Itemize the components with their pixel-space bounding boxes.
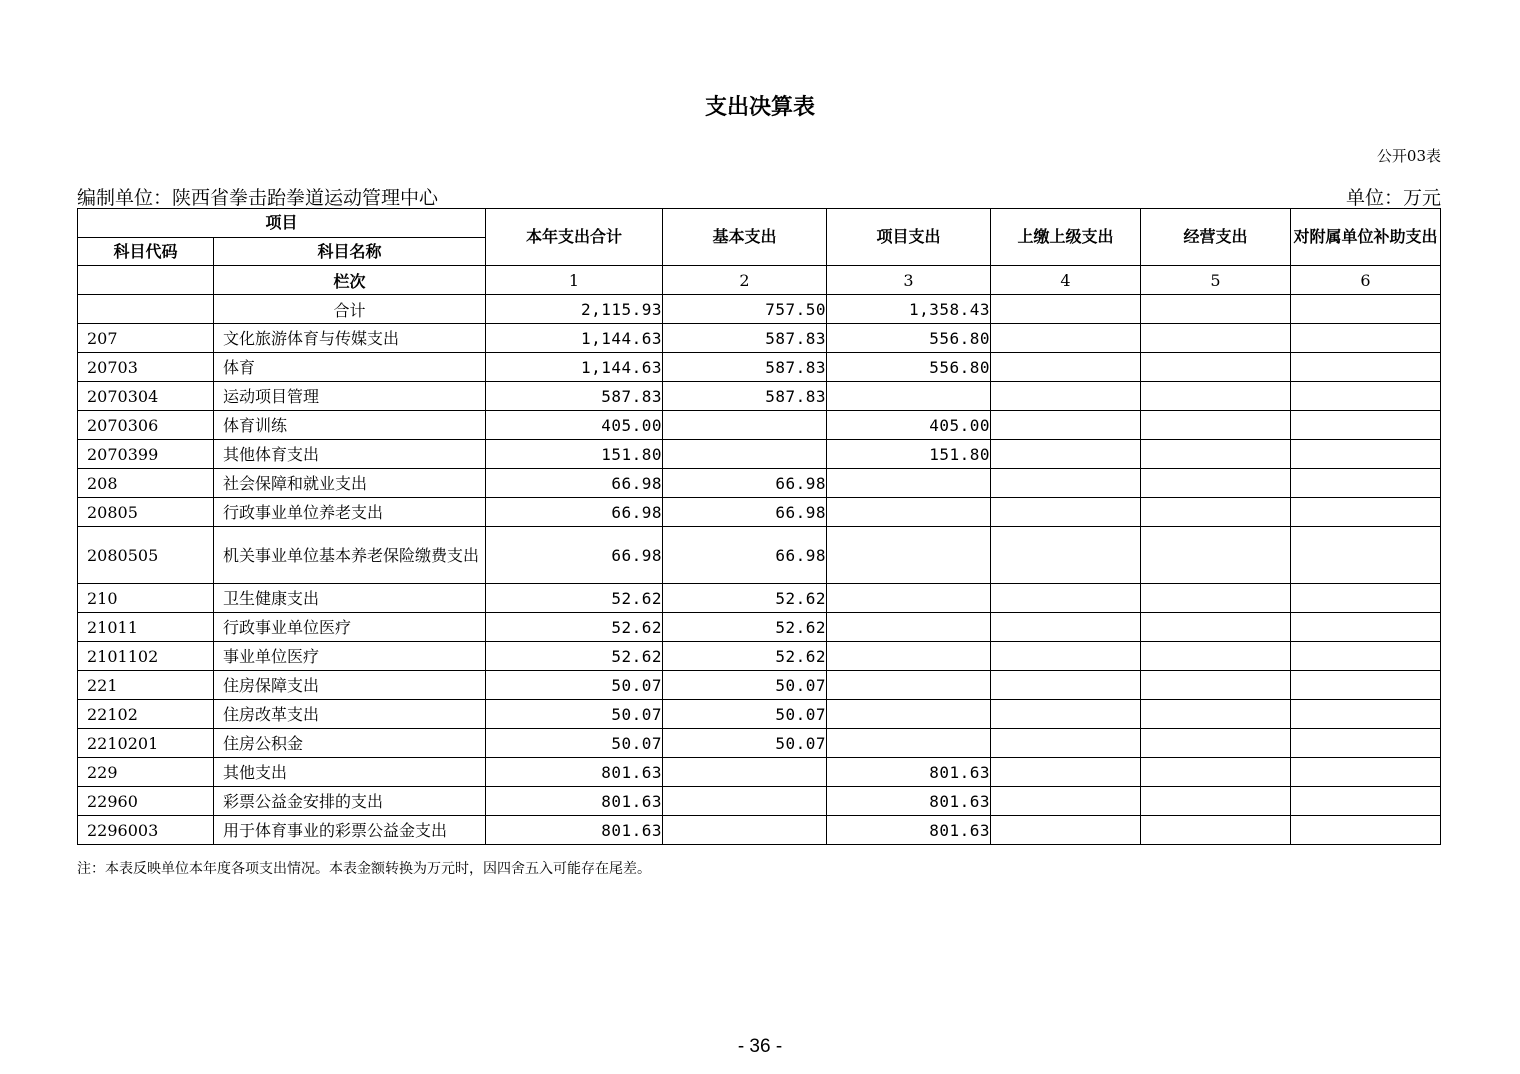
table-row xyxy=(78,613,1441,642)
row-name: 机关事业单位基本养老保险缴费支出 xyxy=(214,527,486,584)
row-value xyxy=(827,498,991,527)
row-value xyxy=(827,382,991,411)
row-value xyxy=(1141,382,1291,411)
row-value xyxy=(827,729,991,758)
row-code: 2070306 xyxy=(78,411,214,440)
row-value: 50.07 xyxy=(486,729,663,758)
row-value xyxy=(827,642,991,671)
row-value: 50.07 xyxy=(663,729,827,758)
row-value xyxy=(1291,642,1441,671)
row-code: 229 xyxy=(78,758,214,787)
row-value xyxy=(1141,324,1291,353)
row-value: 50.07 xyxy=(663,671,827,700)
header-project: 项目 xyxy=(78,209,486,238)
row-value: 66.98 xyxy=(663,469,827,498)
row-value: 52.62 xyxy=(663,613,827,642)
row-value xyxy=(991,498,1141,527)
row-name: 社会保障和就业支出 xyxy=(214,469,486,498)
table-row xyxy=(78,816,1441,845)
table-number: 公开03表 xyxy=(1376,147,1441,165)
row-value xyxy=(1291,324,1441,353)
row-name: 用于体育事业的彩票公益金支出 xyxy=(214,816,486,845)
row-code: 208 xyxy=(78,469,214,498)
row-name: 其他体育支出 xyxy=(214,440,486,469)
row-value xyxy=(827,584,991,613)
row-value xyxy=(1141,787,1291,816)
table-row xyxy=(78,729,1441,758)
row-value xyxy=(1141,758,1291,787)
row-code: 2080505 xyxy=(78,527,214,584)
row-value: 50.07 xyxy=(486,671,663,700)
row-value xyxy=(1141,729,1291,758)
row-value xyxy=(1291,584,1441,613)
row-value xyxy=(1291,440,1441,469)
row-value xyxy=(1141,440,1291,469)
lanci-empty-cell xyxy=(78,266,214,295)
row-name: 体育训练 xyxy=(214,411,486,440)
row-code: 2296003 xyxy=(78,816,214,845)
table-row xyxy=(78,440,1441,469)
row-code: 2070304 xyxy=(78,382,214,411)
row-code: 2101102 xyxy=(78,642,214,671)
row-value: 801.63 xyxy=(827,758,991,787)
table-row xyxy=(78,642,1441,671)
page-title: 支出决算表 xyxy=(704,95,815,120)
row-value xyxy=(1141,353,1291,382)
row-value xyxy=(1291,613,1441,642)
total-code-cell xyxy=(78,295,214,324)
row-value xyxy=(1291,758,1441,787)
row-value: 50.07 xyxy=(663,700,827,729)
row-name: 运动项目管理 xyxy=(214,382,486,411)
row-name: 住房公积金 xyxy=(214,729,486,758)
total-cell xyxy=(1141,295,1291,324)
row-name: 体育 xyxy=(214,353,486,382)
row-value xyxy=(991,440,1141,469)
row-value xyxy=(991,700,1141,729)
row-value xyxy=(1141,498,1291,527)
page-number: - 36 - xyxy=(737,1036,783,1057)
row-value xyxy=(991,816,1141,845)
row-value xyxy=(991,758,1141,787)
table-row xyxy=(78,498,1441,527)
row-value xyxy=(1291,498,1441,527)
row-value xyxy=(1141,469,1291,498)
row-value xyxy=(991,613,1141,642)
row-value xyxy=(991,411,1141,440)
table-row xyxy=(78,324,1441,353)
row-value xyxy=(1291,700,1441,729)
row-name: 行政事业单位养老支出 xyxy=(214,498,486,527)
row-value: 50.07 xyxy=(486,700,663,729)
row-value xyxy=(1141,584,1291,613)
header-basic-expenditure: 基本支出 xyxy=(663,209,827,266)
row-value: 801.63 xyxy=(486,787,663,816)
row-value xyxy=(827,671,991,700)
row-name: 其他支出 xyxy=(214,758,486,787)
row-value: 66.98 xyxy=(663,527,827,584)
row-value: 52.62 xyxy=(486,642,663,671)
row-value xyxy=(991,469,1141,498)
row-value: 587.83 xyxy=(663,324,827,353)
row-name: 住房保障支出 xyxy=(214,671,486,700)
row-value: 1,144.63 xyxy=(486,353,663,382)
table-row xyxy=(78,353,1441,382)
row-code: 210 xyxy=(78,584,214,613)
header-subsidiary-grant: 对附属单位补助支出 xyxy=(1291,209,1441,266)
row-value xyxy=(991,324,1141,353)
table-footnote: 注：本表反映单位本年度各项支出情况。本表金额转换为万元时，因四舍五入可能存在尾差。 xyxy=(77,861,651,877)
row-value: 1,144.63 xyxy=(486,324,663,353)
row-value: 52.62 xyxy=(486,613,663,642)
column-index-5: 5 xyxy=(1141,266,1291,295)
total-cell xyxy=(991,295,1141,324)
table-row xyxy=(78,758,1441,787)
row-value: 587.83 xyxy=(486,382,663,411)
row-code: 22960 xyxy=(78,787,214,816)
header-code: 科目代码 xyxy=(78,238,214,266)
row-value xyxy=(663,816,827,845)
row-name: 住房改革支出 xyxy=(214,700,486,729)
row-value: 52.62 xyxy=(663,584,827,613)
table-row xyxy=(78,469,1441,498)
row-name: 卫生健康支出 xyxy=(214,584,486,613)
row-value: 801.63 xyxy=(486,758,663,787)
row-code: 2070399 xyxy=(78,440,214,469)
header-name: 科目名称 xyxy=(214,238,486,266)
row-code: 207 xyxy=(78,324,214,353)
row-value: 66.98 xyxy=(486,527,663,584)
row-value xyxy=(1141,613,1291,642)
row-code: 22102 xyxy=(78,700,214,729)
table-row xyxy=(78,787,1441,816)
row-value xyxy=(1141,816,1291,845)
total-cell: 1,358.43 xyxy=(827,295,991,324)
header-operating-expenditure: 经营支出 xyxy=(1141,209,1291,266)
row-value xyxy=(1141,642,1291,671)
column-index-2: 2 xyxy=(663,266,827,295)
header-lanci: 栏次 xyxy=(214,266,486,295)
row-value xyxy=(663,787,827,816)
row-value: 587.83 xyxy=(663,382,827,411)
row-value: 587.83 xyxy=(663,353,827,382)
row-value xyxy=(1291,411,1441,440)
row-value: 556.80 xyxy=(827,353,991,382)
row-value: 801.63 xyxy=(827,787,991,816)
row-value xyxy=(1141,411,1291,440)
header-total-expenditure: 本年支出合计 xyxy=(486,209,663,266)
row-value xyxy=(991,353,1141,382)
table-row xyxy=(78,584,1441,613)
row-value xyxy=(1291,527,1441,584)
row-value xyxy=(991,729,1141,758)
row-code: 20703 xyxy=(78,353,214,382)
row-value xyxy=(1141,671,1291,700)
row-name: 事业单位医疗 xyxy=(214,642,486,671)
row-code: 2210201 xyxy=(78,729,214,758)
row-value xyxy=(1291,382,1441,411)
row-value xyxy=(1291,816,1441,845)
row-value xyxy=(663,440,827,469)
row-value xyxy=(1291,671,1441,700)
currency-unit: 单位：万元 xyxy=(1345,187,1441,209)
expenditure-table xyxy=(77,208,1441,845)
table-row xyxy=(78,700,1441,729)
row-value: 151.80 xyxy=(486,440,663,469)
column-index-3: 3 xyxy=(827,266,991,295)
row-code: 20805 xyxy=(78,498,214,527)
column-index-4: 4 xyxy=(991,266,1141,295)
row-value xyxy=(991,787,1141,816)
row-value: 801.63 xyxy=(486,816,663,845)
row-value xyxy=(1141,527,1291,584)
row-value xyxy=(991,382,1141,411)
row-value xyxy=(991,642,1141,671)
row-name: 文化旅游体育与传媒支出 xyxy=(214,324,486,353)
row-value: 151.80 xyxy=(827,440,991,469)
column-index-6: 6 xyxy=(1291,266,1441,295)
row-value xyxy=(1291,787,1441,816)
row-value xyxy=(663,758,827,787)
table-row xyxy=(78,411,1441,440)
header-project-expenditure: 项目支出 xyxy=(827,209,991,266)
row-value xyxy=(663,411,827,440)
row-value xyxy=(1291,729,1441,758)
column-index-1: 1 xyxy=(486,266,663,295)
row-value xyxy=(1141,700,1291,729)
row-name: 行政事业单位医疗 xyxy=(214,613,486,642)
row-value: 405.00 xyxy=(827,411,991,440)
row-name: 彩票公益金安排的支出 xyxy=(214,787,486,816)
total-cell: 757.50 xyxy=(663,295,827,324)
row-value: 66.98 xyxy=(486,469,663,498)
row-value: 66.98 xyxy=(486,498,663,527)
row-value xyxy=(1291,353,1441,382)
row-value xyxy=(991,584,1141,613)
row-value xyxy=(827,613,991,642)
row-value: 556.80 xyxy=(827,324,991,353)
row-value xyxy=(827,700,991,729)
row-code: 221 xyxy=(78,671,214,700)
row-value: 52.62 xyxy=(663,642,827,671)
table-row xyxy=(78,382,1441,411)
total-cell: 2,115.93 xyxy=(486,295,663,324)
row-code: 21011 xyxy=(78,613,214,642)
row-value xyxy=(827,527,991,584)
row-value: 66.98 xyxy=(663,498,827,527)
table-row xyxy=(78,671,1441,700)
row-value xyxy=(991,671,1141,700)
row-value: 52.62 xyxy=(486,584,663,613)
compiling-unit: 编制单位：陕西省拳击跆拳道运动管理中心 xyxy=(77,187,439,209)
row-value xyxy=(1291,469,1441,498)
total-cell xyxy=(1291,295,1441,324)
row-value xyxy=(991,527,1141,584)
total-label: 合计 xyxy=(214,295,486,324)
row-value: 405.00 xyxy=(486,411,663,440)
row-value xyxy=(827,469,991,498)
table-row xyxy=(78,527,1441,584)
row-value: 801.63 xyxy=(827,816,991,845)
header-upper-remittance: 上缴上级支出 xyxy=(991,209,1141,266)
total-row xyxy=(78,295,1441,324)
